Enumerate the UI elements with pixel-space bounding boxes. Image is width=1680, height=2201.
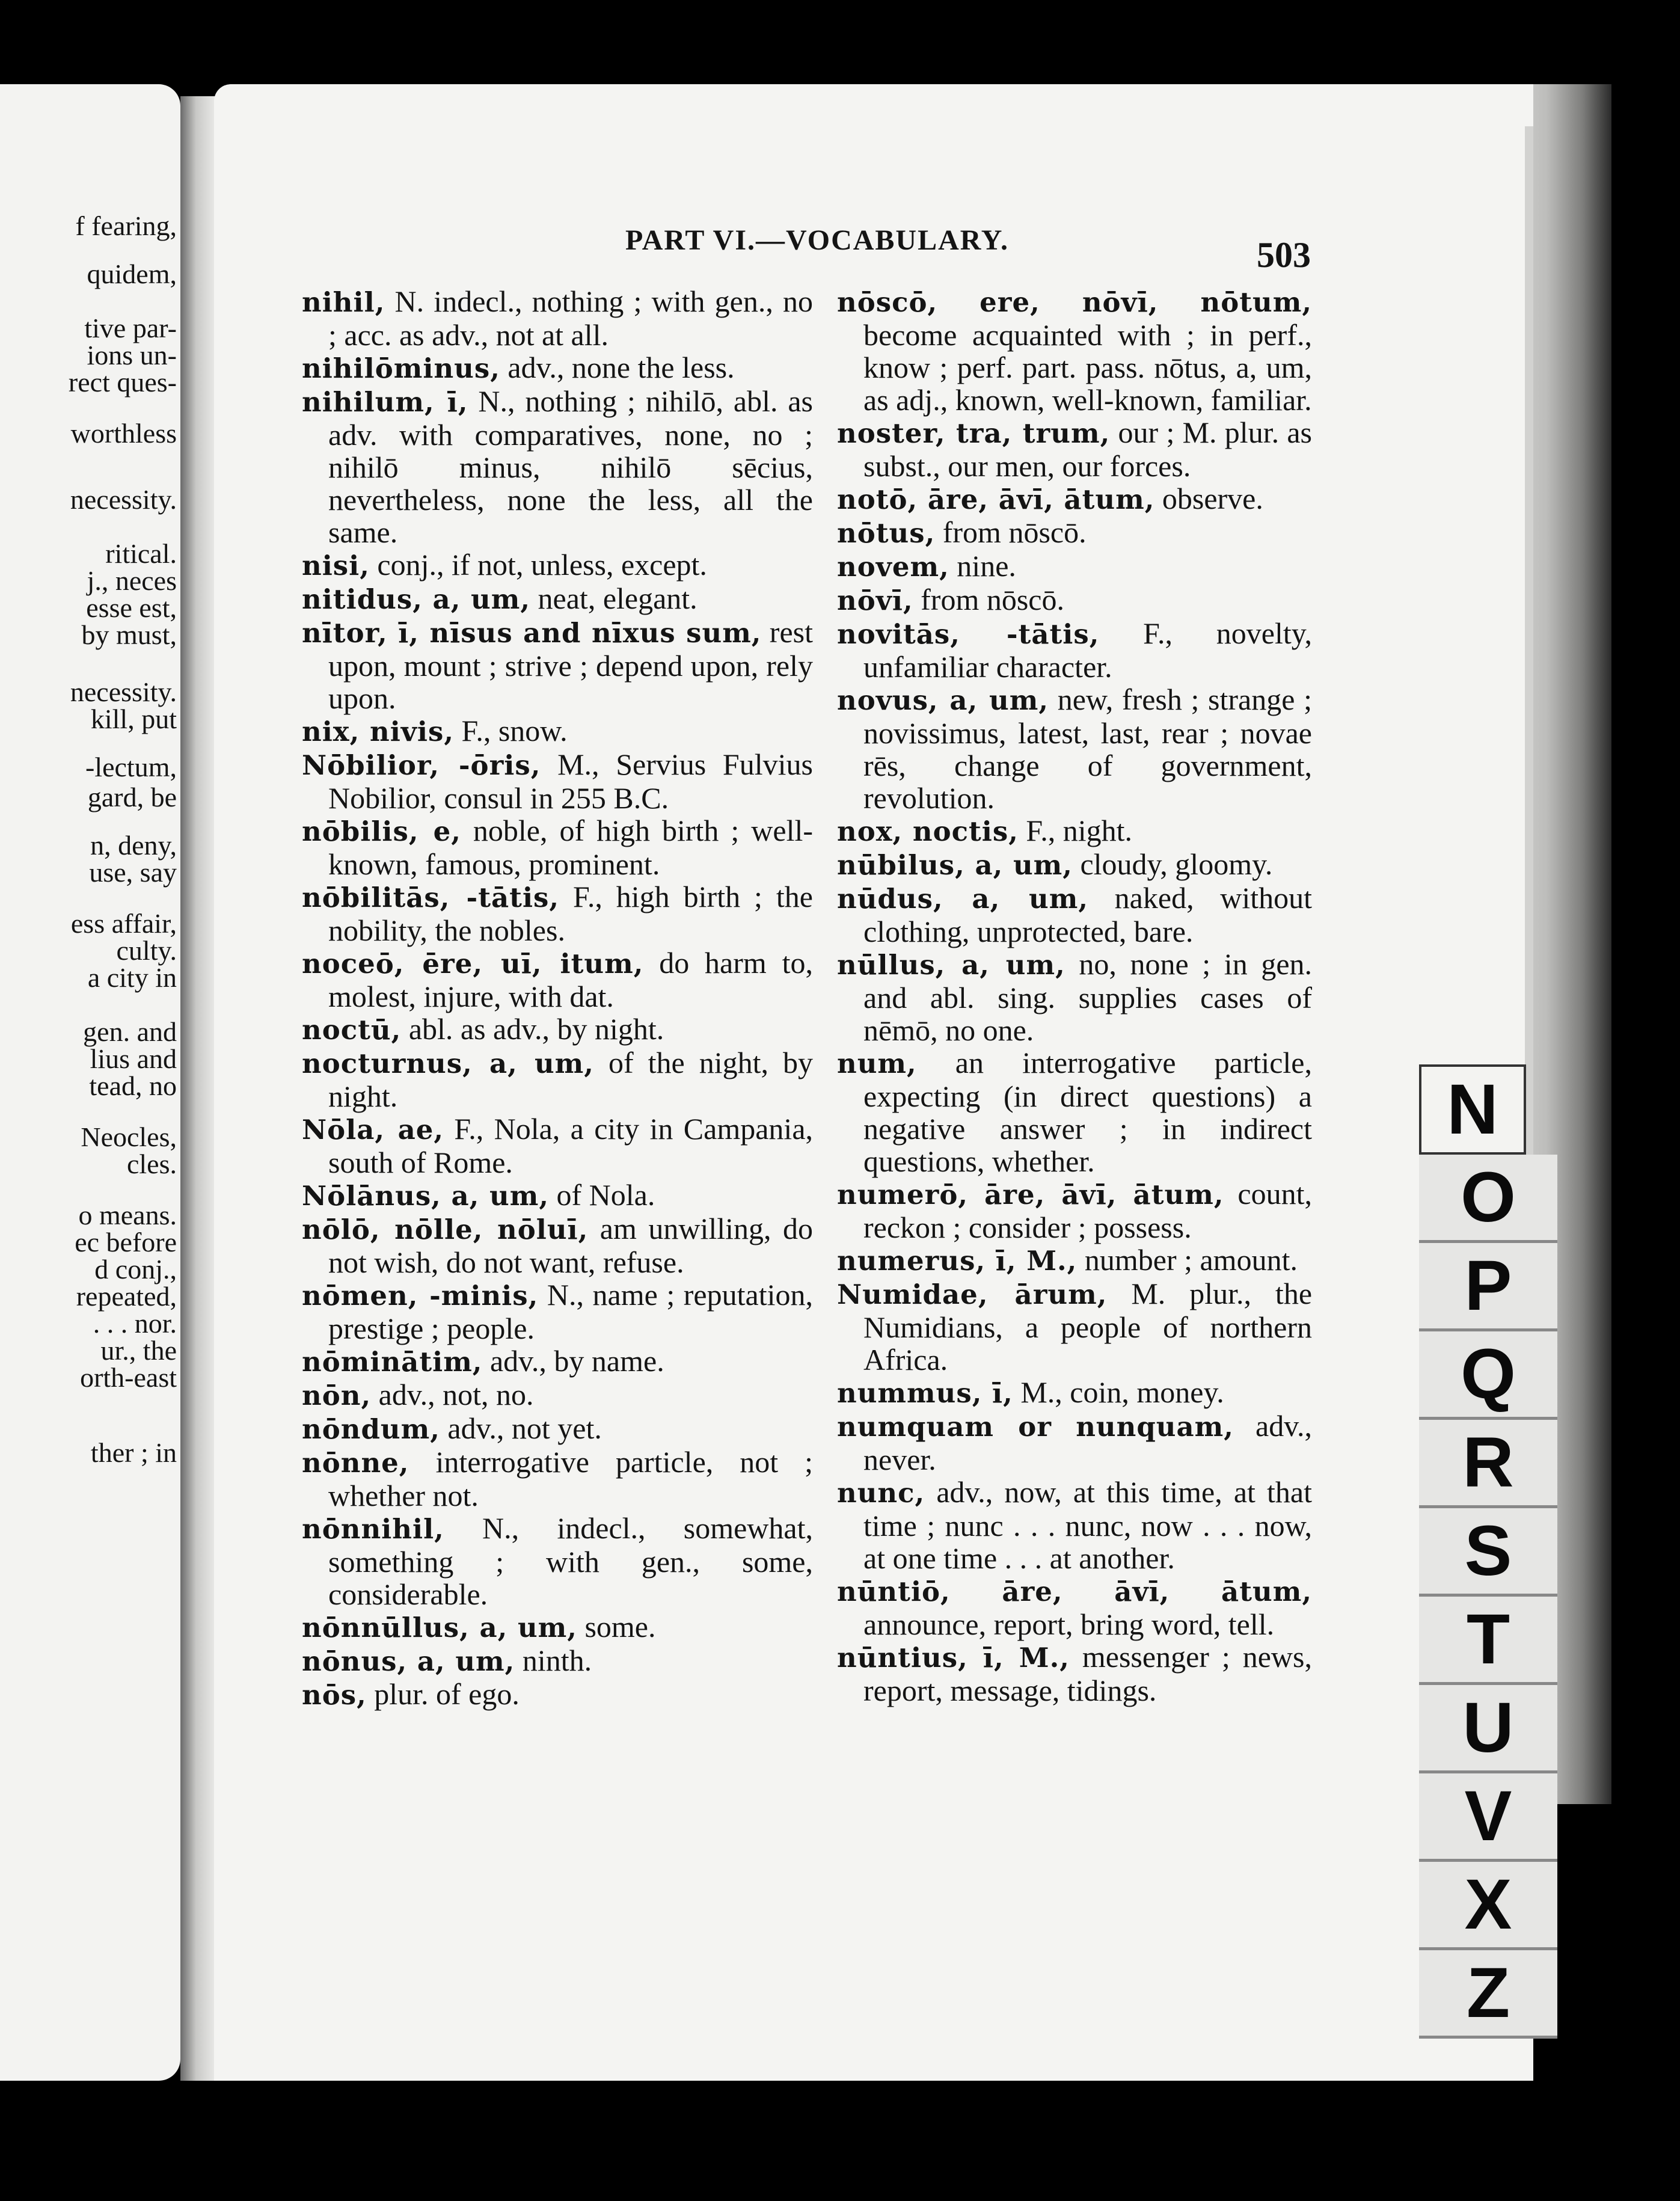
previous-page-text: ther ; in xyxy=(90,1437,177,1468)
entry-definition: number ; amount. xyxy=(1077,1243,1298,1277)
thumb-tab-q[interactable]: Q xyxy=(1419,1331,1557,1420)
dictionary-entry xyxy=(302,1678,813,1711)
thumb-tab-r[interactable]: R xyxy=(1419,1420,1557,1508)
left-column xyxy=(302,285,813,1711)
entry-definition: of Nola. xyxy=(549,1178,655,1212)
entry-headword: Nōlānus, a, um, xyxy=(302,1180,549,1212)
entry-definition: F., Nola, a city in Campania, south of Rome. xyxy=(328,1112,814,1179)
entry-headword: nōlō, nōlle, nōluī, xyxy=(302,1214,589,1245)
dictionary-entry xyxy=(302,947,813,1013)
dictionary-entry xyxy=(837,814,1312,848)
previous-page-text: ec before xyxy=(75,1227,177,1257)
entry-definition: some. xyxy=(577,1610,656,1644)
entry-headword: nihilōminus, xyxy=(302,352,500,384)
previous-page-text: ions un- xyxy=(87,340,177,370)
previous-page-text: ur., the xyxy=(100,1335,177,1366)
entry-headword: novitās, -tātis, xyxy=(837,618,1100,650)
previous-page-text: lius and xyxy=(90,1043,177,1074)
dictionary-entry xyxy=(302,385,813,548)
entry-headword: nūllus, a, um, xyxy=(837,949,1065,981)
dictionary-entry xyxy=(837,516,1312,550)
entry-definition: am unwilling, do not wish, do not want, refuse. xyxy=(328,1212,813,1279)
entry-definition: rest upon, mount ; strive ; depend upon, rely upon. xyxy=(328,615,813,715)
entry-headword: nōmen, -minis, xyxy=(302,1280,539,1312)
previous-page-text: by must, xyxy=(81,619,177,650)
entry-definition: N., nothing ; nihilō, abl. as adv. with comparatives, none, no ; nihilō minus, nihilō sēcius, nevertheless, none the less, all the same. xyxy=(328,384,813,549)
dictionary-entry xyxy=(837,1641,1312,1707)
entry-definition: naked, without clothing, unprotected, bare. xyxy=(863,881,1312,948)
dictionary-entry xyxy=(302,1378,813,1412)
dictionary-entry xyxy=(302,285,813,351)
entry-headword: novus, a, um, xyxy=(837,684,1049,716)
dictionary-entry xyxy=(837,1244,1312,1277)
thumb-tab-s[interactable]: S xyxy=(1419,1508,1557,1597)
previous-page-text: ritical. xyxy=(105,538,177,569)
entry-definition: adv., now, at this time, at that time ; nunc . . . nunc, now . . . now, at one time . . . at another. xyxy=(863,1475,1312,1575)
thumb-tab-x[interactable]: X xyxy=(1419,1862,1557,1950)
running-head: PART VI.—VOCABULARY. xyxy=(625,224,1009,256)
dictionary-entry xyxy=(302,748,813,814)
thumb-tab-t[interactable]: T xyxy=(1419,1597,1557,1685)
entry-definition: noble, of high birth ; well-known, famous, prominent. xyxy=(328,814,814,881)
entry-headword: nōndum, xyxy=(302,1413,440,1445)
previous-page-text: ess affair, xyxy=(70,908,177,939)
entry-definition: adv., by name. xyxy=(482,1344,664,1378)
previous-page-text: Neocles, xyxy=(81,1122,177,1152)
dictionary-entry xyxy=(837,1177,1312,1244)
entry-headword: Nōbilior, -ōris, xyxy=(302,749,541,781)
previous-page-text: orth-east xyxy=(80,1362,177,1393)
dictionary-entry xyxy=(837,1476,1312,1574)
entry-headword: nōtus, xyxy=(837,517,936,549)
thumb-tab-v[interactable]: V xyxy=(1419,1773,1557,1862)
entry-headword: nītor, ī, nīsus and nīxus sum, xyxy=(302,617,762,649)
entry-headword: nōminātim, xyxy=(302,1346,483,1378)
dictionary-entry xyxy=(837,882,1312,948)
dictionary-entry xyxy=(837,1410,1312,1476)
entry-headword: novem, xyxy=(837,551,949,583)
entry-definition: F., high birth ; the nobility, the nobles. xyxy=(328,880,813,947)
previous-page-text: o means. xyxy=(78,1200,177,1230)
entry-headword: Numidae, ārum, xyxy=(837,1279,1108,1310)
previous-page-text: culty. xyxy=(116,935,177,966)
dictionary-entry xyxy=(302,548,813,582)
dictionary-entry xyxy=(837,1376,1312,1410)
entry-definition: become acquainted with ; in perf., know ; perf. part. pass. nōtus, a, um, as adj., known, well-known, familiar. xyxy=(863,318,1312,417)
dictionary-entry xyxy=(837,848,1312,882)
entry-headword: noster, tra, trum, xyxy=(837,417,1111,449)
entry-headword: nocturnus, a, um, xyxy=(302,1048,594,1079)
previous-page-text: repeated, xyxy=(76,1281,177,1312)
dictionary-entry xyxy=(837,617,1312,683)
entry-definition: M. plur., the Numidians, a people of northern Africa. xyxy=(863,1277,1313,1377)
entry-headword: nōnnihil, xyxy=(302,1513,444,1545)
entry-headword: num, xyxy=(837,1048,917,1079)
entry-definition: N. indecl., nothing ; with gen., no ; acc. as adv., not at all. xyxy=(328,284,813,352)
entry-definition: count, reckon ; consider ; possess. xyxy=(863,1177,1312,1244)
entry-definition: abl. as adv., by night. xyxy=(401,1012,664,1046)
entry-headword: nōscō, ere, nōvī, nōtum, xyxy=(837,286,1312,318)
entry-definition: adv., not yet. xyxy=(440,1411,602,1445)
dictionary-entry xyxy=(302,1512,813,1610)
previous-page-text: necessity. xyxy=(70,677,177,707)
entry-headword: nunc, xyxy=(837,1477,925,1509)
entry-headword: nix, nivis, xyxy=(302,716,455,747)
thumb-tab-o[interactable]: O xyxy=(1419,1155,1557,1243)
dictionary-entry xyxy=(302,1013,813,1046)
previous-page-text: rect ques- xyxy=(68,367,177,398)
entry-headword: nūntius, ī, M., xyxy=(837,1642,1070,1674)
entry-headword: nūntiō, āre, āvī, ātum, xyxy=(837,1576,1312,1607)
entry-definition: an interrogative particle, expecting (in direct questions) a negative answer ; in indirect questions, whether. xyxy=(863,1046,1312,1178)
previous-page-text: quidem, xyxy=(87,259,177,289)
entry-definition: conj., if not, unless, except. xyxy=(369,548,707,582)
previous-page-text: tead, no xyxy=(89,1070,177,1101)
entry-definition: F., novelty, unfamiliar character. xyxy=(863,616,1312,684)
dictionary-entry xyxy=(302,1644,813,1678)
entry-headword: nōnnūllus, a, um, xyxy=(302,1612,577,1644)
dictionary-entry xyxy=(302,582,813,616)
entry-headword: noctū, xyxy=(302,1014,402,1046)
previous-page-text: tive par- xyxy=(84,313,177,343)
dictionary-entry xyxy=(302,1412,813,1446)
entry-headword: nōs, xyxy=(302,1679,367,1711)
dictionary-entry xyxy=(302,1113,813,1179)
previous-page-text: esse est, xyxy=(86,592,177,623)
entry-definition: plur. of ego. xyxy=(366,1677,520,1711)
entry-definition: N., indecl., somewhat, something ; with gen., some, considerable. xyxy=(328,1511,813,1611)
entry-headword: nūdus, a, um, xyxy=(837,883,1089,915)
entry-headword: Nōla, ae, xyxy=(302,1114,444,1146)
previous-page-text: kill, put xyxy=(90,704,177,734)
entry-definition: adv., never. xyxy=(863,1409,1312,1476)
previous-page-text: cles. xyxy=(126,1149,177,1179)
entry-headword: nōvī, xyxy=(837,585,913,616)
dictionary-entry xyxy=(302,814,813,880)
entry-definition: adv., none the less. xyxy=(500,351,735,384)
dictionary-entry xyxy=(302,880,813,947)
entry-headword: nihil, xyxy=(302,286,385,318)
dictionary-entry xyxy=(837,683,1312,814)
entry-definition: interrogative particle, not ; whether not. xyxy=(328,1445,813,1512)
entry-definition: cloudy, gloomy. xyxy=(1072,847,1273,881)
dictionary-entry xyxy=(302,1046,813,1113)
dictionary-entry xyxy=(302,1179,813,1212)
dictionary-entry xyxy=(302,1446,813,1512)
dictionary-entry xyxy=(837,1277,1312,1376)
entry-definition: M., coin, money. xyxy=(1013,1375,1224,1409)
book-gutter xyxy=(180,96,215,2081)
entry-headword: numerō, āre, āvī, ātum, xyxy=(837,1179,1224,1211)
entry-definition: F., night. xyxy=(1018,814,1133,847)
dictionary-entry xyxy=(837,550,1312,583)
entry-headword: nōbilitās, -tātis, xyxy=(302,882,560,913)
dictionary-entry xyxy=(837,482,1312,516)
thumb-tab-p[interactable]: P xyxy=(1419,1243,1557,1331)
entry-headword: noceō, ēre, uī, itum, xyxy=(302,948,644,980)
entry-definition: new, fresh ; strange ; novissimus, latest, last, rear ; novae rēs, change of government, revolution. xyxy=(863,683,1312,815)
dictionary-entry xyxy=(837,583,1312,617)
entry-definition: no, none ; in gen. and abl. sing. supplies cases of nēmō, no one. xyxy=(863,947,1313,1047)
previous-page-text: . . . nor. xyxy=(93,1308,177,1339)
dictionary-entry xyxy=(302,1279,813,1345)
previous-page-text: necessity. xyxy=(70,484,177,515)
previous-page xyxy=(0,84,180,2081)
dictionary-entry xyxy=(837,948,1312,1046)
entry-definition: from nōscō. xyxy=(935,515,1087,549)
previous-page-text: -lectum, xyxy=(85,752,177,782)
entry-headword: nōbilis, e, xyxy=(302,815,461,847)
entry-definition: messenger ; news, report, message, tidings. xyxy=(863,1640,1312,1707)
entry-definition: from nōscō. xyxy=(913,583,1064,616)
entry-definition: observe. xyxy=(1154,482,1263,515)
dictionary-entry xyxy=(837,1574,1312,1641)
entry-definition: announce, report, bring word, tell. xyxy=(863,1607,1275,1641)
dictionary-entry xyxy=(837,1046,1312,1177)
entry-headword: nūbilus, a, um, xyxy=(837,849,1073,881)
entry-headword: nōn, xyxy=(302,1380,372,1411)
previous-page-text: f fearing, xyxy=(75,210,177,241)
dictionary-entry xyxy=(302,351,813,385)
page-number: 503 xyxy=(1257,235,1311,275)
entry-definition: do harm to, molest, injure, with dat. xyxy=(328,946,813,1013)
thumb-tab-z[interactable]: Z xyxy=(1419,1950,1557,2039)
entry-headword: nōnne, xyxy=(302,1447,409,1479)
entry-definition: F., snow. xyxy=(454,714,568,747)
thumb-tab-u[interactable]: U xyxy=(1419,1685,1557,1773)
dictionary-entry xyxy=(302,616,813,714)
entry-definition: M., Servius Fulvius Nobilior, consul in 255 B.C. xyxy=(328,747,813,815)
entry-headword: numquam or nunquam, xyxy=(837,1411,1234,1443)
entry-definition: ninth. xyxy=(515,1644,592,1677)
previous-page-text: j., neces xyxy=(87,565,177,596)
right-column xyxy=(837,285,1312,1707)
previous-page-text: gen. and xyxy=(83,1016,177,1047)
entry-headword: nōnus, a, um, xyxy=(302,1645,515,1677)
entry-definition: our ; M. plur. as subst., our men, our forces. xyxy=(863,416,1313,483)
entry-headword: nitidus, a, um, xyxy=(302,583,531,615)
previous-page-text: use, say xyxy=(89,857,177,888)
entry-headword: nox, noctis, xyxy=(837,815,1019,847)
dictionary-entry xyxy=(302,714,813,748)
entry-definition: nine. xyxy=(949,549,1016,583)
previous-page-text: worthless xyxy=(70,418,177,449)
dictionary-entry xyxy=(837,285,1312,416)
previous-page-text: a city in xyxy=(87,962,177,993)
entry-headword: nisi, xyxy=(302,550,370,582)
entry-headword: numerus, ī, M., xyxy=(837,1245,1078,1277)
previous-page-text: gard, be xyxy=(87,782,177,812)
entry-headword: nummus, ī, xyxy=(837,1377,1013,1409)
thumb-index-tabs xyxy=(1419,1064,1557,2039)
entry-definition: neat, elegant. xyxy=(530,582,697,615)
entry-definition: N., name ; reputation, prestige ; people. xyxy=(328,1278,813,1345)
previous-page-text: n, deny, xyxy=(90,830,177,861)
dictionary-entry xyxy=(302,1345,813,1378)
entry-headword: notō, āre, āvī, ātum, xyxy=(837,483,1155,515)
thumb-tab-n[interactable]: N xyxy=(1419,1064,1526,1155)
entry-definition: adv., not, no. xyxy=(371,1378,534,1411)
entry-headword: nihilum, ī, xyxy=(302,386,468,418)
entry-definition: of the night, by night. xyxy=(328,1046,813,1113)
dictionary-entry xyxy=(302,1610,813,1644)
dictionary-entry xyxy=(837,416,1312,482)
dictionary-entry xyxy=(302,1212,813,1279)
previous-page-text: d conj., xyxy=(94,1254,177,1285)
